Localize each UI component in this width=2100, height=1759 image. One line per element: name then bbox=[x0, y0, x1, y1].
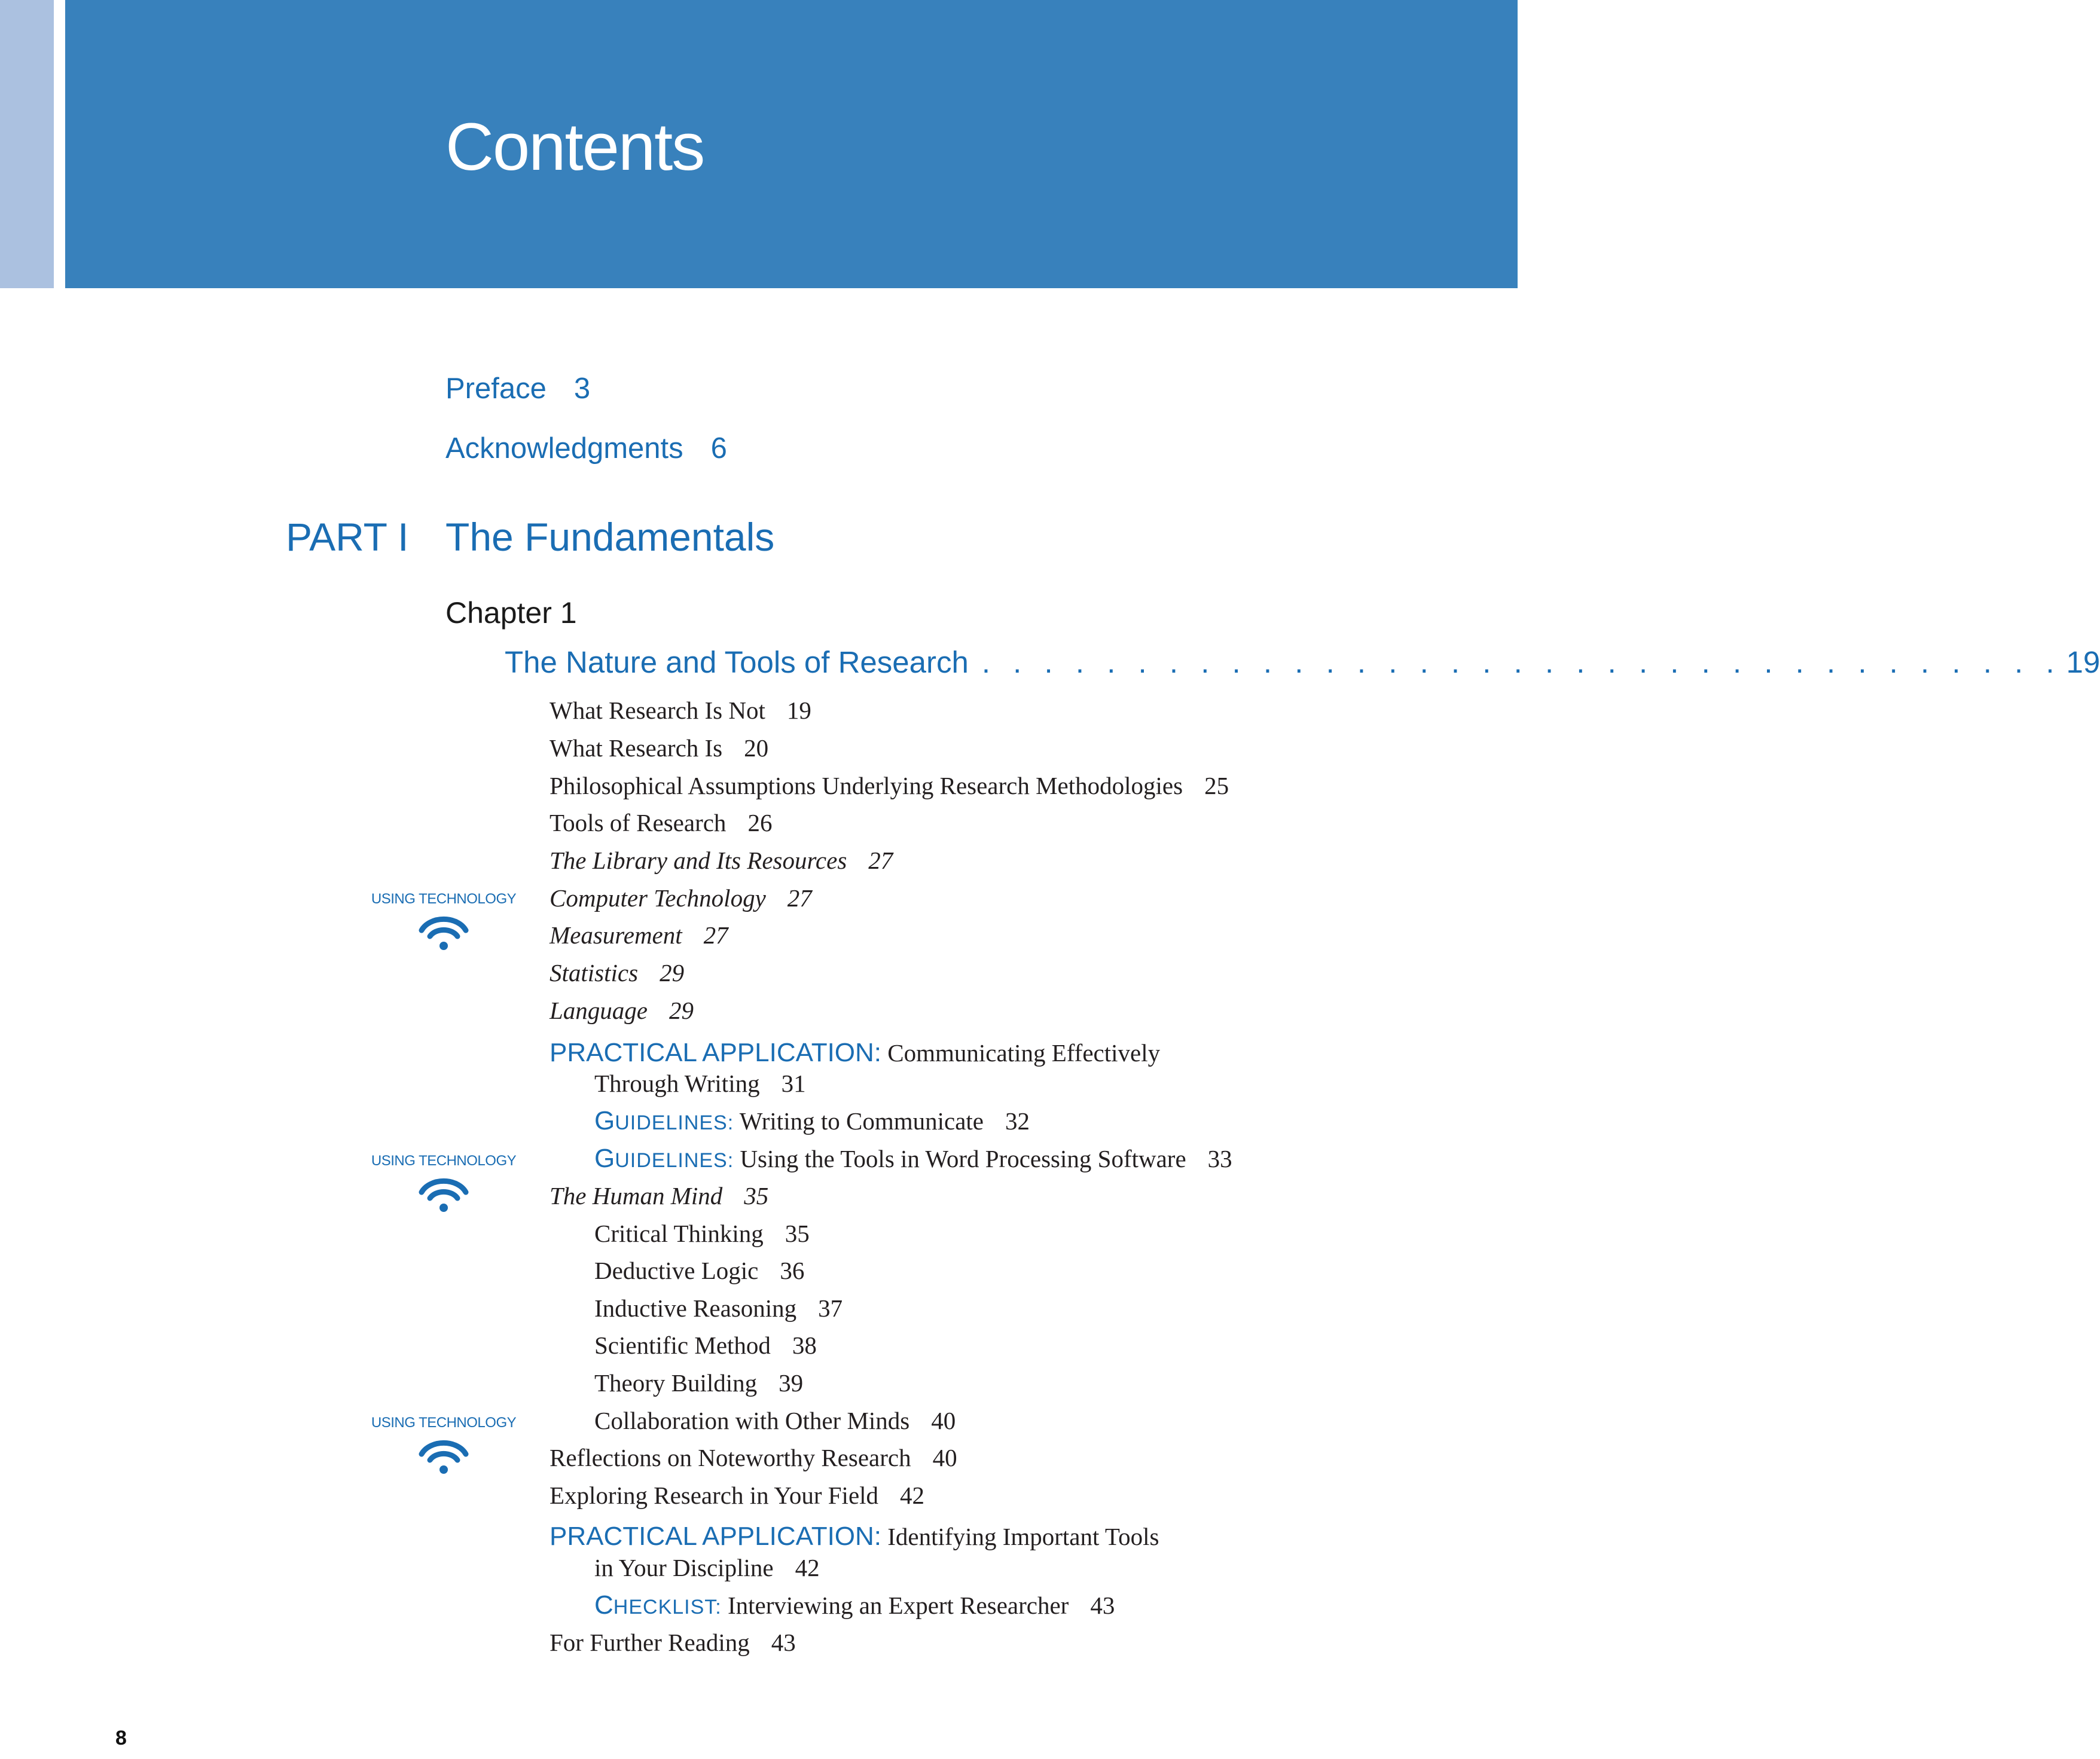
toc-entry[interactable] bbox=[550, 846, 893, 875]
entry-page: 26 bbox=[747, 809, 773, 836]
entry-page: 27 bbox=[703, 921, 728, 949]
entry-page: 33 bbox=[1207, 1145, 1232, 1172]
guidelines-tag-initial: G bbox=[594, 1144, 615, 1173]
entry-text: Measurement bbox=[550, 921, 682, 949]
chapter-title[interactable] bbox=[505, 645, 2100, 680]
entry-page: 43 bbox=[1090, 1592, 1115, 1619]
toc-entry[interactable] bbox=[550, 1443, 957, 1472]
entry-text: in Your Discipline bbox=[594, 1554, 774, 1581]
chapter-label: Chapter 1 bbox=[445, 596, 577, 630]
toc-entry[interactable] bbox=[594, 1294, 843, 1323]
entry-page: 39 bbox=[779, 1369, 804, 1397]
entry-text: Exploring Research in Your Field bbox=[550, 1482, 879, 1509]
entry-page: 27 bbox=[787, 884, 812, 912]
entry-text: Communicating Effectively bbox=[887, 1039, 1161, 1067]
entry-page: 19 bbox=[786, 697, 811, 724]
guidelines-entry[interactable] bbox=[594, 1144, 1232, 1174]
entry-page: 38 bbox=[792, 1332, 817, 1359]
entry-text: Critical Thinking bbox=[594, 1220, 764, 1247]
entry-text: What Research Is Not bbox=[550, 697, 765, 724]
guidelines-entry[interactable] bbox=[594, 1106, 1030, 1136]
entry-page: 42 bbox=[900, 1482, 925, 1509]
dot-leader: . . . . . . . . . . . . . . . . . . . . . . . . . . . . . . . . . . . bbox=[981, 645, 2062, 679]
guidelines-tag: UIDELINES: bbox=[615, 1149, 734, 1172]
header-banner bbox=[65, 0, 1518, 288]
entry-page: 31 bbox=[781, 1070, 806, 1097]
toc-label: Preface bbox=[445, 372, 547, 405]
page-number: 8 bbox=[115, 1727, 127, 1749]
page-title: Contents bbox=[445, 109, 704, 184]
toc-entry[interactable] bbox=[550, 734, 768, 762]
entry-text: Using the Tools in Word Processing Software bbox=[740, 1145, 1186, 1172]
toc-entry[interactable] bbox=[594, 1369, 803, 1397]
using-technology-marker bbox=[368, 1415, 520, 1474]
toc-entry[interactable] bbox=[550, 1628, 796, 1657]
toc-entry[interactable] bbox=[550, 771, 1229, 800]
toc-entry[interactable] bbox=[550, 696, 811, 725]
toc-entry[interactable] bbox=[550, 958, 684, 987]
entry-page: 40 bbox=[931, 1407, 956, 1434]
practical-application-entry-cont[interactable] bbox=[594, 1553, 820, 1582]
entry-text: The Human Mind bbox=[550, 1182, 723, 1210]
wireless-signal-icon bbox=[417, 1175, 471, 1213]
practical-application-tag: PRACTICAL APPLICATION: bbox=[550, 1522, 882, 1551]
entry-text: The Library and Its Resources bbox=[550, 847, 847, 874]
entry-text: Deductive Logic bbox=[594, 1257, 759, 1284]
entry-text: Reflections on Noteworthy Research bbox=[550, 1444, 911, 1471]
practical-application-entry[interactable] bbox=[550, 1038, 1160, 1068]
toc-page: 6 bbox=[710, 432, 727, 465]
entry-text: Statistics bbox=[550, 959, 639, 987]
toc-page: 3 bbox=[573, 372, 591, 405]
toc-acknowledgments[interactable] bbox=[445, 432, 727, 465]
entry-text: Philosophical Assumptions Underlying Research Methodologies bbox=[550, 772, 1183, 799]
using-technology-label: USING TECHNOLOGY bbox=[371, 1153, 517, 1169]
entry-text: Language bbox=[550, 997, 648, 1024]
checklist-entry[interactable] bbox=[594, 1590, 1115, 1620]
entry-page: 40 bbox=[932, 1444, 957, 1471]
toc-entry[interactable] bbox=[550, 921, 728, 949]
entry-text: What Research Is bbox=[550, 734, 723, 762]
entry-page: 35 bbox=[744, 1182, 769, 1210]
entry-page: 42 bbox=[795, 1554, 820, 1581]
entry-page: 29 bbox=[660, 959, 685, 987]
toc-label: Acknowledgments bbox=[445, 432, 683, 465]
entry-page: 25 bbox=[1204, 772, 1229, 799]
using-technology-marker bbox=[368, 1153, 520, 1213]
part-title[interactable]: The Fundamentals bbox=[445, 515, 775, 559]
entry-text: Through Writing bbox=[594, 1070, 760, 1097]
using-technology-label: USING TECHNOLOGY bbox=[371, 891, 517, 907]
toc-entry[interactable] bbox=[594, 1256, 804, 1285]
entry-page: 36 bbox=[780, 1257, 805, 1284]
toc-entry[interactable] bbox=[594, 1406, 956, 1435]
entry-text: Identifying Important Tools bbox=[887, 1523, 1159, 1550]
entry-text: Writing to Communicate bbox=[739, 1107, 984, 1135]
chapter-title-text: The Nature and Tools of Research bbox=[505, 645, 969, 679]
entry-page: 20 bbox=[744, 734, 769, 762]
toc-entry[interactable] bbox=[594, 1331, 817, 1360]
entry-text: Tools of Research bbox=[550, 809, 727, 836]
toc-entry[interactable] bbox=[594, 1219, 810, 1248]
entry-page: 37 bbox=[818, 1294, 843, 1322]
toc-entry[interactable] bbox=[550, 996, 694, 1025]
using-technology-marker bbox=[368, 891, 520, 951]
entry-text: Scientific Method bbox=[594, 1332, 771, 1359]
using-technology-label: USING TECHNOLOGY bbox=[371, 1415, 517, 1431]
part-label: PART I bbox=[286, 515, 409, 559]
toc-entry[interactable] bbox=[550, 1181, 768, 1210]
checklist-tag-initial: C bbox=[594, 1590, 613, 1620]
practical-application-tag: PRACTICAL APPLICATION: bbox=[550, 1038, 882, 1067]
entry-page: 29 bbox=[669, 997, 694, 1024]
toc-preface[interactable] bbox=[445, 372, 590, 405]
practical-application-entry[interactable] bbox=[550, 1522, 1159, 1552]
toc-entry[interactable] bbox=[550, 1481, 924, 1510]
entry-page: 27 bbox=[868, 847, 893, 874]
entry-text: Computer Technology bbox=[550, 884, 766, 912]
entry-text: Inductive Reasoning bbox=[594, 1294, 797, 1322]
entry-text: Collaboration with Other Minds bbox=[594, 1407, 910, 1434]
entry-text: For Further Reading bbox=[550, 1629, 750, 1656]
chapter-page: 19 bbox=[2066, 645, 2100, 679]
practical-application-entry-cont[interactable] bbox=[594, 1069, 806, 1098]
guidelines-tag: UIDELINES: bbox=[615, 1111, 734, 1134]
toc-entry[interactable] bbox=[550, 808, 772, 837]
wireless-signal-icon bbox=[417, 914, 471, 951]
side-strip bbox=[0, 0, 54, 288]
wireless-signal-icon bbox=[417, 1437, 471, 1474]
toc-entry[interactable] bbox=[550, 884, 812, 912]
checklist-tag: HECKLIST: bbox=[613, 1596, 722, 1618]
guidelines-tag-initial: G bbox=[594, 1106, 615, 1135]
entry-page: 35 bbox=[785, 1220, 810, 1247]
entry-page: 32 bbox=[1005, 1107, 1030, 1135]
entry-page: 43 bbox=[771, 1629, 796, 1656]
entry-text: Theory Building bbox=[594, 1369, 758, 1397]
entry-text: Interviewing an Expert Researcher bbox=[727, 1592, 1069, 1619]
